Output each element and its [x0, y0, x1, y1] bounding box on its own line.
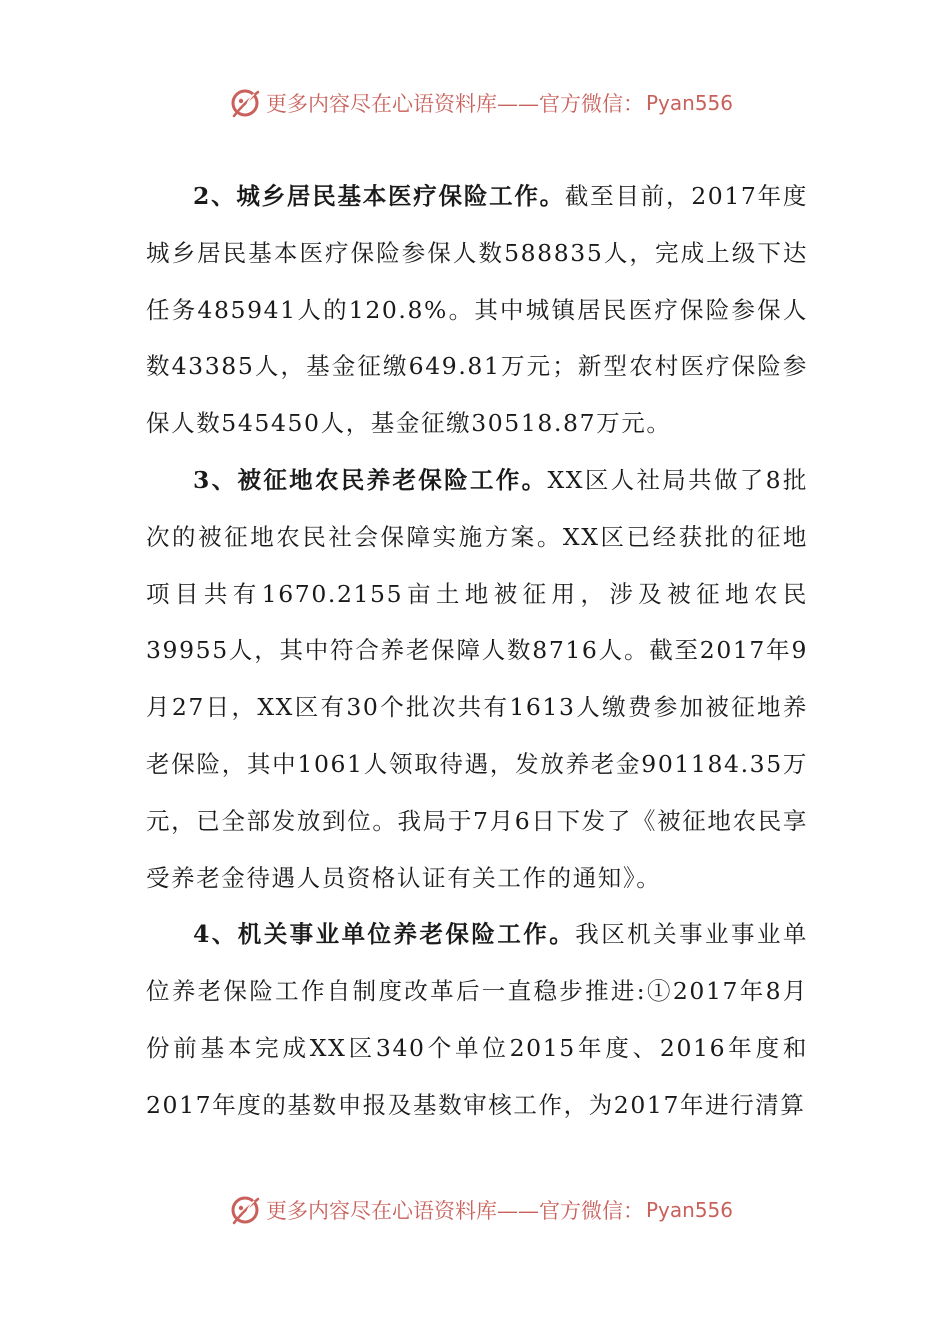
footer-banner [228, 1193, 733, 1227]
paragraph-heading: 3、被征地农民养老保险工作。 [193, 465, 548, 494]
paragraph-heading: 2、城乡居民基本医疗保险工作。 [193, 182, 565, 210]
paragraph-3 [146, 452, 808, 906]
logo-icon [228, 86, 262, 120]
banner-contact: Pyan556 [646, 1198, 734, 1222]
banner-slogan: 更多内容尽在心语资料库——官方微信： [266, 1199, 644, 1223]
document-body [146, 168, 808, 1134]
paragraph-4 [146, 906, 808, 1133]
logo-icon [228, 1193, 262, 1227]
paragraph-2 [146, 168, 808, 452]
paragraph-text: 截至目前，2017年度城乡居民基本医疗保险参保人数588835人，完成上级下达任务485941人的120.8%。其中城镇居民医疗保险参保人数43385人，基金征缴649.81万元；新型农村医疗保险参保人数545450人，基金征缴30518.87万元。 [146, 182, 808, 438]
paragraph-text: 我区机关事业事业单位养老保险工作自制度改革后一直稳步推进:①2017年8月份前基本完成XX区340个单位2015年度、2016年度和2017年度的基数申报及基数审核工作，为2017年进行清算 [146, 920, 808, 1119]
header-banner [228, 86, 733, 120]
paragraph-heading: 4、机关事业单位养老保险工作。 [193, 920, 576, 949]
banner-slogan: 更多内容尽在心语资料库——官方微信： [266, 92, 644, 116]
banner-contact: Pyan556 [646, 91, 734, 115]
paragraph-text: XX区人社局共做了8批次的被征地农民社会保障实施方案。XX区已经获批的征地项目共有1670.2155亩土地被征用，涉及被征地农民39955人，其中符合养老保障人数8716人。截至2017年9月27日，XX区有30个批次共有1613人缴费参加被征地养老保险，其中1061人领取待遇，发放养老金901184.35万元，已全部发放到位。我局于7月6日下发了《被征地农民享受养老金待遇人员资格认证有关工作的通知》。 [146, 465, 808, 892]
